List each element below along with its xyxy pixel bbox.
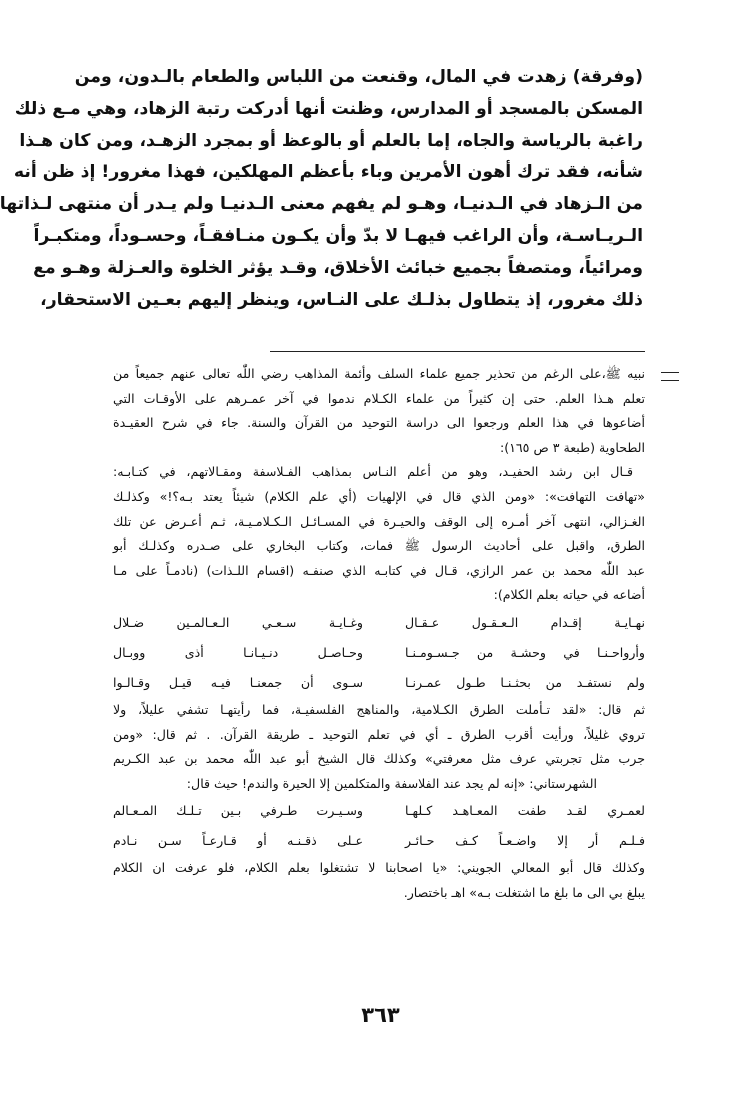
body-line: الـريـاسـة، وأن الراغب فيهـا لا بدّ وأن يكـون منـافقـاً، وحسـوداً، ومتكبـراً xyxy=(33,225,643,246)
verse-first-hemistich: فـلـم أر إلا واضـعـاً كـف حـائـر xyxy=(405,833,645,849)
footnote-line: نبيه ﷺ،على الرغم من تحذير جميع علماء السلف وأئمة المذاهب رضي اللّٰه تعالى عنهم جميعاً من xyxy=(113,366,645,381)
footnote-line: الشهرستاني: «إنه لم يجد عند الفلاسفة والمتكلمين إلا الحيرة والندم! حيث قال: xyxy=(186,775,597,791)
footnote-line: تعلم هـذا العلم. حتى إن كثيراً من علماء الكـلام ندموا في آخر عمـرهم على الأوقـات التي xyxy=(113,390,645,406)
verse-first-hemistich: ولم نستفـد من بحثـنـا طـول عمـرنـا xyxy=(405,674,645,690)
footnote-line: الطرق، واقبل على أحاديث الرسول ﷺ فمات، وكتاب البخاري على صـدره وكذلـك أبو xyxy=(113,538,645,554)
footnote-line: يبلغ بي الى ما بلغ ما اشتغلت بـه» اهـ باختصار. xyxy=(403,884,645,900)
verse-second-hemistich: سـوى أن جمعنـا فيـه قيـل وقـالـوا xyxy=(113,674,363,690)
poem-verse xyxy=(113,638,645,668)
body-line: المسكن بالمسجد أو المدارس، وظنت أنها أدركت رتبة الزهاد، وهي مـع ذلك xyxy=(14,98,643,119)
poem-verse xyxy=(113,796,645,826)
footnote-line: قـال ابن رشد الحفيـد، وهو من أعلم النـاس بمذاهب الفـلاسفة ومقـالاتهم، في كتـابـه: xyxy=(113,464,633,480)
footnote-continuation-mark xyxy=(661,372,679,384)
verse-second-hemistich: وسـيـرت طـرفي بـين تـلـك المـعـالم xyxy=(113,803,363,819)
poem-verse xyxy=(113,668,645,698)
body-line: ومرائياً، ومتصفاً بجميع خبائث الأخلاق، وقـد يؤثر الخلوة والعـزلة وهـو مع xyxy=(33,257,643,278)
footnote-line: «تهافت التهافت»: «ومن الذي قال في الإلهيات (أي علم الكلام) شيئاً يعتد بـه؟!» وكذلـك xyxy=(113,488,645,504)
verse-first-hemistich: نهـايـة إقـدام الـعـقـول عـقـال xyxy=(405,614,645,630)
body-line: ذلك مغرور، إذ يتطاول بذلـك على النـاس، وينظر إليهم بعـين الاستحقار، xyxy=(40,289,643,310)
footnote-line: أضاعه في حياته بعلم الكلام): xyxy=(493,587,645,603)
footnote-separator xyxy=(270,351,645,352)
verse-second-hemistich: وغـايـة سـعـي الـعـالمـين ضـلال xyxy=(113,614,363,630)
verse-first-hemistich: لعمـري لقـد طفت المعـاهـد كـلهـا xyxy=(405,803,645,819)
footnote-line: ثم قال: «لقد تـأملت الطرق الكـلامية، والمناهج الفلسفيـة، فما رأيتهـا تشفي عليلاً، ولا xyxy=(113,701,645,717)
body-line: راغبة بالرياسة والجاه، إما بالعلم أو بالوعظ أو بمجرد الزهـد، ومن كان هـذا xyxy=(19,130,643,151)
poem-verse xyxy=(113,826,645,856)
main-body-text xyxy=(0,62,643,316)
poem-verse xyxy=(113,608,645,638)
body-line: من الـزهاد في الـدنيـا، وهـو لم يفهم معنى الـدنيـا ولم يـدر أن منتهى لـذاتها xyxy=(0,194,643,215)
body-line: (وفرقة) زهدت في المال، وقنعت من اللباس والطعام بالـدون، ومن xyxy=(74,67,643,87)
footnote-line: وكذلك قال أبو المعالي الجويني: «يا اصحابنا لا تشتغلوا بعلم الكلام، فلو عرفت ان الكلام xyxy=(113,860,645,876)
body-line: شأنه، فقد ترك أهون الأمرين وباء بأعظم المهلكين، فهذا مغرور! إذ ظن أنه xyxy=(13,162,643,183)
footnote-line: الغـزالي، انتهى آخر أمـره إلى الوقف والحيـرة في المسـائـل الـكـلامـيـة، ثـم أعـرض عن تلك xyxy=(113,513,645,529)
page-number: ٣٦٣ xyxy=(361,1003,400,1027)
footnote-line: أضاعوها في هذا العلم ورجعوا الى دراسة التوحيد من القرآن والسنة. جاء في شرح العقيـدة xyxy=(113,415,645,431)
verse-first-hemistich: وأرواحـنـا في وحشـة من جـسـومـنـا xyxy=(405,644,645,660)
footnote-line: الطحاوية (طبعة ٣ ص ١٦٥): xyxy=(499,439,645,455)
verse-second-hemistich: وحـاصـل دنـيـانـا أذى ووبـال xyxy=(113,644,363,660)
footnote-line: جرب مثل تجربتي عرف مثل معرفتي» وكذلك قال الشيخ أبو عبد اللّٰه محمد بن عبد الكـريم xyxy=(113,751,645,767)
footnote-text xyxy=(113,362,645,906)
footnote-line: عبد اللّٰه محمد بن عمر الرازي، قـال في كتابـه الذي صنفـه (اقسام اللـذات) (نادمـاً على مـا xyxy=(113,562,645,578)
verse-second-hemistich: عـلى ذقـنـه أو قـارعـاً سـن نـادم xyxy=(113,833,363,849)
footnote-line: تروي غليلاً، ورأيت أقرب الطرق ـ أي في تعلم التوحيد ـ طريقة القرآن. . ثم قال: «ومن xyxy=(113,726,645,742)
